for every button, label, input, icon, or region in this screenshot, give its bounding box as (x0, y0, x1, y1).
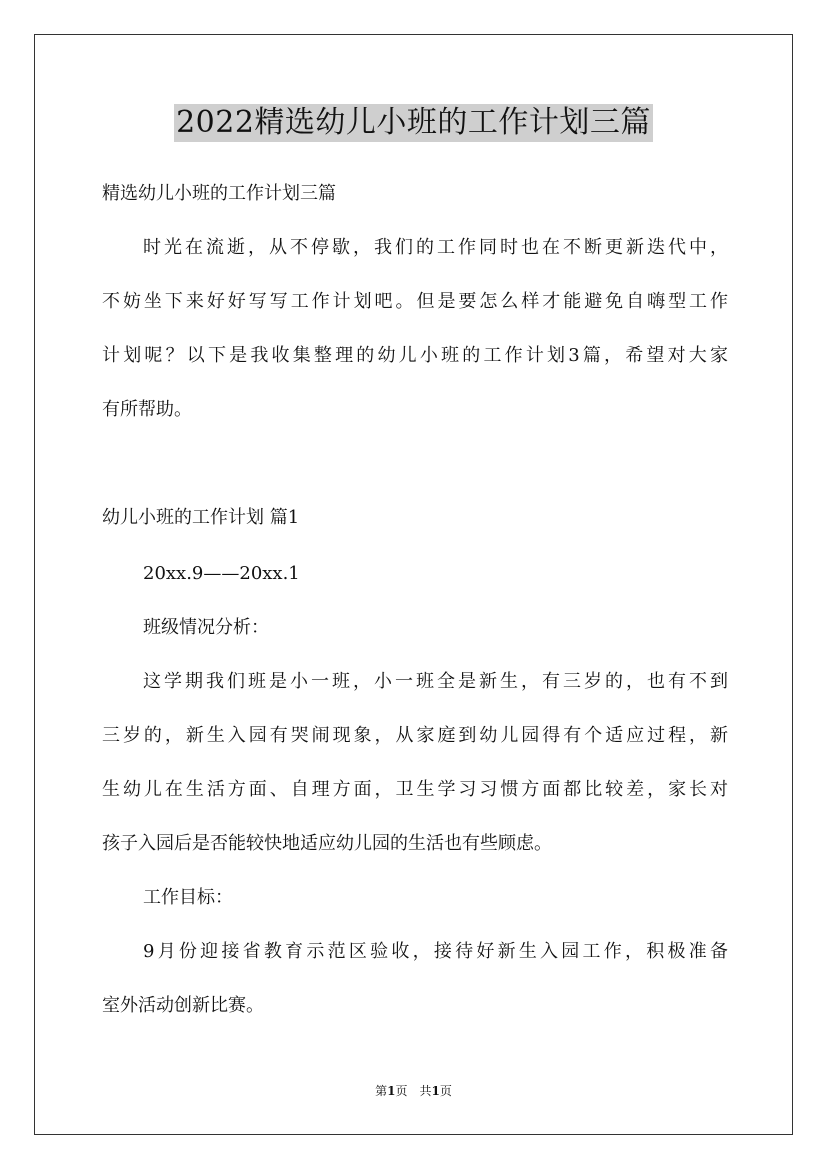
goal-line-1: 9月份迎接省教育示范区验收，接待好新生入园工作，积极准备 (143, 941, 728, 962)
document-title: 2022精选幼儿小班的工作计划三篇 (176, 105, 651, 140)
section-heading: 幼儿小班的工作计划 篇1 (102, 507, 300, 528)
analysis-line-3: 生幼儿在生活方面、自理方面，卫生学习习惯方面都比较差，家长对 (102, 779, 728, 800)
date-range: 20xx.9——20xx.1 (143, 563, 300, 584)
goal-line-2: 室外活动创新比赛。 (102, 995, 264, 1016)
page-footer (0, 1083, 827, 1099)
intro-line-1: 时光在流逝，从不停歇，我们的工作同时也在不断更新迭代中， (143, 237, 728, 258)
document-subtitle: 精选幼儿小班的工作计划三篇 (102, 183, 336, 204)
title-container (0, 104, 827, 142)
intro-line-4: 有所帮助。 (102, 399, 192, 420)
footer-suffix: 页 (439, 1084, 452, 1098)
footer-mid: 页 共 (395, 1084, 432, 1098)
footer-total-pages: 1 (431, 1084, 440, 1098)
goal-heading: 工作目标： (143, 887, 233, 908)
footer-prefix: 第 (375, 1084, 388, 1098)
intro-line-2: 不妨坐下来好好写写工作计划吧。但是要怎么样才能避免自嗨型工作 (102, 291, 728, 312)
class-analysis-heading: 班级情况分析： (143, 617, 269, 638)
analysis-line-4: 孩子入园后是否能较快地适应幼儿园的生活也有些顾虑。 (102, 833, 552, 854)
intro-line-3: 计划呢？以下是我收集整理的幼儿小班的工作计划3篇，希望对大家 (102, 345, 728, 366)
footer-page-number: 1 (387, 1084, 396, 1098)
analysis-line-1: 这学期我们班是小一班，小一班全是新生，有三岁的，也有不到 (143, 671, 728, 692)
analysis-line-2: 三岁的，新生入园有哭闹现象，从家庭到幼儿园得有个适应过程，新 (102, 725, 728, 746)
